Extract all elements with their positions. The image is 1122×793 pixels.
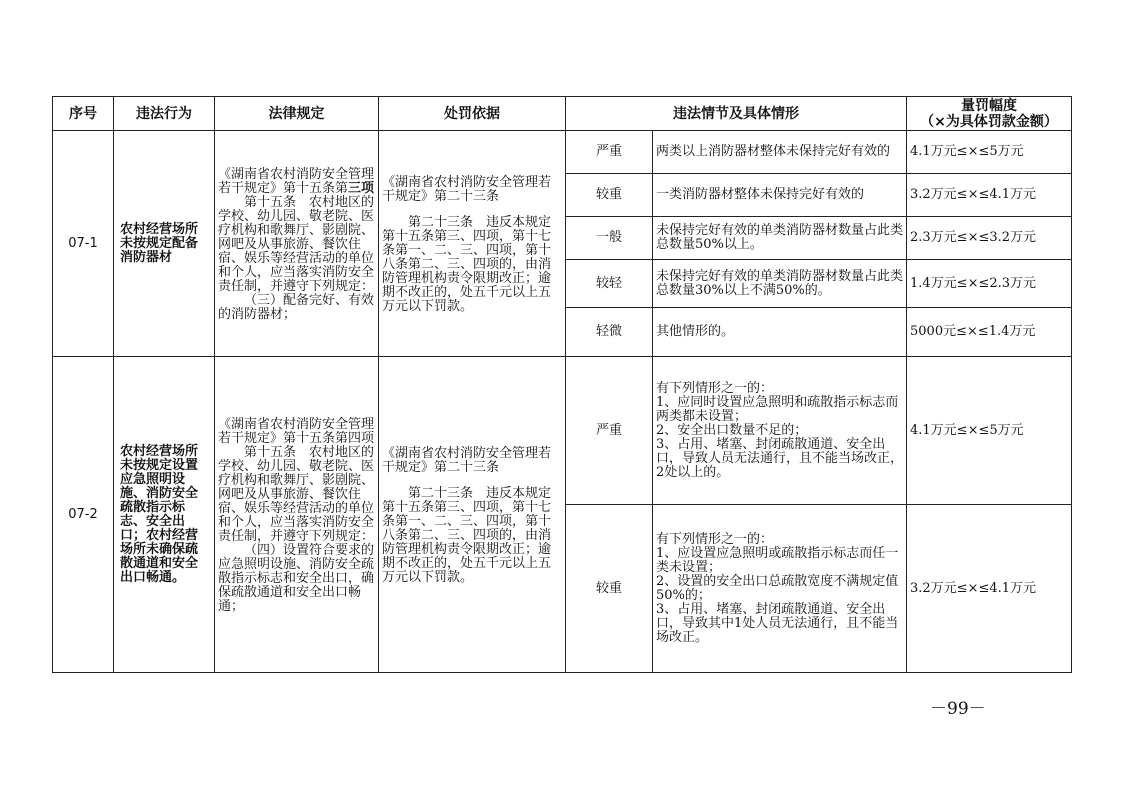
- row-law: [215, 357, 379, 673]
- row-law: [215, 131, 379, 357]
- level-detail: 有下列情形之一的： 1、应同时设置应急照明和疏散指示标志而两类都未设置； 2、安全出口数量不足的； 3、占用、堵塞、封闭疏散通道、安全出口，导致人员无法通行，且不能当场改正，2处以上的。: [653, 357, 907, 505]
- basis-head: 《湖南省农村消防安全管理若干规定》第二十三条: [382, 445, 552, 475]
- header-amount: [907, 97, 1072, 131]
- header-amount-line1: 量罚幅度: [961, 97, 1017, 114]
- level-amount: 5000元≤×≤1.4万元: [907, 308, 1072, 357]
- level-detail: 有下列情形之一的： 1、应设置应急照明或疏散指示标志而任一类未设置； 2、设置的安全出口总疏散宽度不满规定值50%的； 3、占用、堵塞、封闭疏散通道、安全出口，导致其中1处人员无法通行，且不能当场改正。: [653, 505, 907, 673]
- row-seq: 07-2: [53, 357, 114, 673]
- basis-body: 第二十三条 违反本规定第十五条第三、四项，第十七条第一、二、三、四项，第十八条第二、三、四项的，由消防管理机构责令限期改正；逾期不改正的，处五千元以上五万元以下罚款。: [382, 485, 552, 585]
- header-detail: 违法情节及具体情形: [566, 97, 907, 131]
- header-act: 违法行为: [114, 97, 215, 131]
- row-act: 农村经营场所未按规定设置应急照明设施、消防安全疏散指示标志、安全出口；农村经营场所未确保疏散通道和安全出口畅通。: [114, 357, 215, 673]
- level-detail: 未保持完好有效的单类消防器材数量占此类总数量50%以上。: [653, 217, 907, 260]
- row-basis: [379, 131, 566, 357]
- level-amount: 4.1万元≤×≤5万元: [907, 357, 1072, 505]
- level-detail: 两类以上消防器材整体未保持完好有效的: [653, 131, 907, 174]
- header-row: [53, 97, 1072, 131]
- level-amount: 3.2万元≤×≤4.1万元: [907, 505, 1072, 673]
- penalty-table: [52, 96, 1072, 673]
- level-amount: 4.1万元≤×≤5万元: [907, 131, 1072, 174]
- level-label: 较重: [566, 174, 653, 217]
- level-amount: 3.2万元≤×≤4.1万元: [907, 174, 1072, 217]
- level-label: 较轻: [566, 260, 653, 308]
- page-number: －99－: [930, 699, 986, 719]
- basis-head: 《湖南省农村消防安全管理若干规定》第二十三条: [382, 174, 552, 204]
- level-label: 严重: [566, 357, 653, 505]
- law-head-bold: 三项: [348, 180, 375, 196]
- row-basis: [379, 357, 566, 673]
- level-label: 较重: [566, 505, 653, 673]
- header-seq: 序号: [53, 97, 114, 131]
- row-seq: 07-1: [53, 131, 114, 357]
- law-body: 第十五条 农村地区的学校、幼儿园、敬老院、医疗机构和歌舞厅、影剧院、网吧及从事旅游、餐饮住宿、娱乐等经营活动的单位和个人，应当落实消防安全责任制，并遵守下列规定：: [218, 444, 375, 544]
- level-amount: 2.3万元≤×≤3.2万元: [907, 217, 1072, 260]
- level-detail: 一类消防器材整体未保持完好有效的: [653, 174, 907, 217]
- header-amount-line2: （×为具体罚款金额）: [920, 113, 1058, 130]
- level-amount: 1.4万元≤×≤2.3万元: [907, 260, 1072, 308]
- table-row: [53, 357, 1072, 505]
- table-row: [53, 131, 1072, 174]
- basis-body: 第二十三条 违反本规定第十五条第三、四项，第十七条第一、二、三、四项，第十八条第二、三、四项的，由消防管理机构责令限期改正；逾期不改正的，处五千元以上五万元以下罚款。: [382, 214, 552, 314]
- law-item: （四）设置符合要求的应急照明设施、消防安全疏散指示标志和安全出口，确保疏散通道和安全出口畅通；: [218, 542, 375, 614]
- level-label: 轻微: [566, 308, 653, 357]
- law-head: 《湖南省农村消防安全管理若干规定》第十五条第四项: [218, 416, 375, 446]
- level-label: 严重: [566, 131, 653, 174]
- law-item: （三）配备完好、有效的消防器材；: [218, 292, 375, 322]
- header-law: 法律规定: [215, 97, 379, 131]
- level-detail: 其他情形的。: [653, 308, 907, 357]
- header-basis: 处罚依据: [379, 97, 566, 131]
- law-head: 《湖南省农村消防安全管理若干规定》第十五条第: [218, 166, 375, 196]
- row-act: 农村经营场所未按规定配备消防器材: [114, 131, 215, 357]
- level-detail: 未保持完好有效的单类消防器材数量占此类总数量30%以上不满50%的。: [653, 260, 907, 308]
- level-label: 一般: [566, 217, 653, 260]
- law-body: 第十五条 农村地区的学校、幼儿园、敬老院、医疗机构和歌舞厅、影剧院、网吧及从事旅游、餐饮住宿、娱乐等经营活动的单位和个人，应当落实消防安全责任制，并遵守下列规定：: [218, 194, 375, 294]
